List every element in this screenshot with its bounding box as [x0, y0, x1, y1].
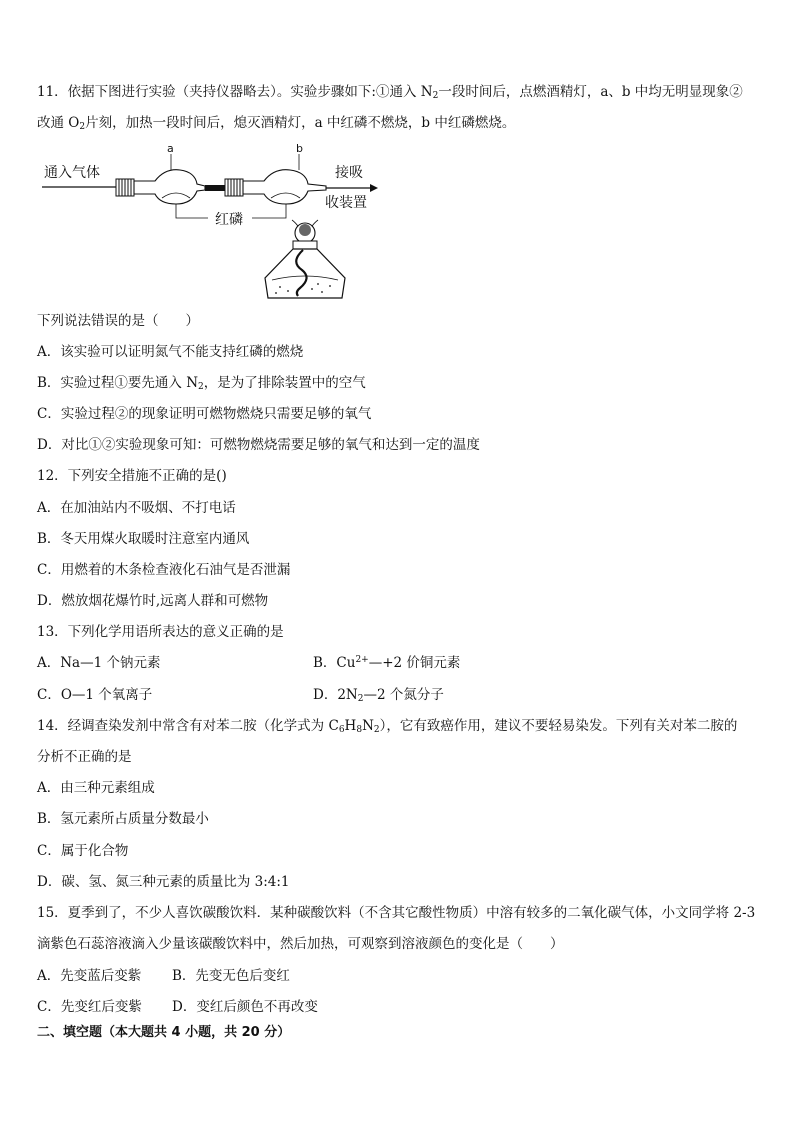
tube-a	[134, 170, 205, 204]
q13-option-c: C．O—1 个氧离子	[37, 687, 153, 703]
q12-stem: 12．下列安全措施不正确的是()	[37, 468, 227, 484]
q12-option-d: D．燃放烟花爆竹时,远离人群和可燃物	[37, 593, 269, 609]
q11-option-d: D．对比①②实验现象可知：可燃物燃烧需要足够的氧气和达到一定的温度	[37, 437, 480, 453]
q15-line-1: 15．夏季到了，不少人喜饮碳酸饮料．某种碳酸饮料（不含其它酸性物质）中溶有较多的二氧化碳气体，小文同学将 2-3	[37, 905, 756, 921]
q11-option-a: A．该实验可以证明氮气不能支持红磷的燃烧	[37, 344, 304, 360]
q14-line-1: 14．经调查染发剂中常含有对苯二胺（化学式为 $C_6H_8N_2$），它有致癌作用，建议不要轻易染发。下列有关对苯二胺的	[37, 718, 738, 735]
q15-option-b: B．先变无色后变红	[172, 968, 290, 984]
q14-option-b: B．氢元素所占质量分数最小	[37, 811, 209, 827]
q14-option-d: D．碳、氢、氮三种元素的质量比为 3:4:1	[37, 874, 290, 890]
q11-stem: 下列说法错误的是（ ）	[37, 313, 199, 329]
label-b: b	[296, 142, 303, 155]
q14-option-c: C．属于化合物	[37, 843, 129, 859]
q13-option-b: B．$Cu^{2+}—+2$ 价铜元素	[313, 655, 461, 671]
absorb-label-2: 收装置	[325, 195, 367, 211]
q14-option-a: A．由三种元素组成	[37, 780, 155, 796]
label-a: a	[167, 142, 174, 155]
q15-line-2: 滴紫色石蕊溶液滴入少量该碳酸饮料中，然后加热，可观察到溶液颜色的变化是（ ）	[37, 936, 564, 952]
absorb-label-1: 接吸	[335, 165, 363, 181]
q12-option-c: C．用燃着的木条检查液化石油气是否泄漏	[37, 562, 291, 578]
q15-option-c: C．先变红后变紫	[37, 999, 142, 1015]
q13-option-a: A．Na—1 个钠元素	[37, 655, 161, 671]
q12-option-b: B．冬天用煤火取暖时注意室内通风	[37, 531, 250, 547]
q11-option-c: C．实验过程②的现象证明可燃物燃烧只需要足够的氧气	[37, 406, 372, 422]
experiment-apparatus-diagram	[40, 140, 385, 302]
q15-option-a: A．先变蓝后变紫	[37, 968, 142, 984]
q15-option-d: D．变红后颜色不再改变	[172, 999, 318, 1015]
q11-line-1: 11．依据下图进行实验（夹持仪器略去）。实验步骤如下:①通入 $N_2$一段时间后，点燃酒精灯，a、b 中均无明显现象②	[37, 84, 743, 101]
gas-in-label: 通入气体	[44, 165, 100, 181]
q11-line-2: 改通 $O_2$片刻，加热一段时间后，熄灭酒精灯，a 中红磷不燃烧，b 中红磷燃烧。	[37, 115, 516, 132]
q13-stem: 13．下列化学用语所表达的意义正确的是	[37, 624, 284, 640]
q13-option-d: D．$2N_2—2$ 个氮分子	[313, 687, 444, 704]
q11-option-b: B．实验过程①要先通入 $N_2$，是为了排除装置中的空气	[37, 375, 366, 392]
q14-line-2: 分析不正确的是	[37, 749, 132, 765]
rubber-connector	[205, 185, 225, 191]
red-phosphorus-label: 红磷	[215, 212, 243, 228]
section-2-heading: 二、填空题（本大题共 4 小题，共 20 分）	[37, 1025, 291, 1040]
tube-b	[243, 170, 326, 204]
q12-option-a: A．在加油站内不吸烟、不打电话	[37, 500, 236, 516]
